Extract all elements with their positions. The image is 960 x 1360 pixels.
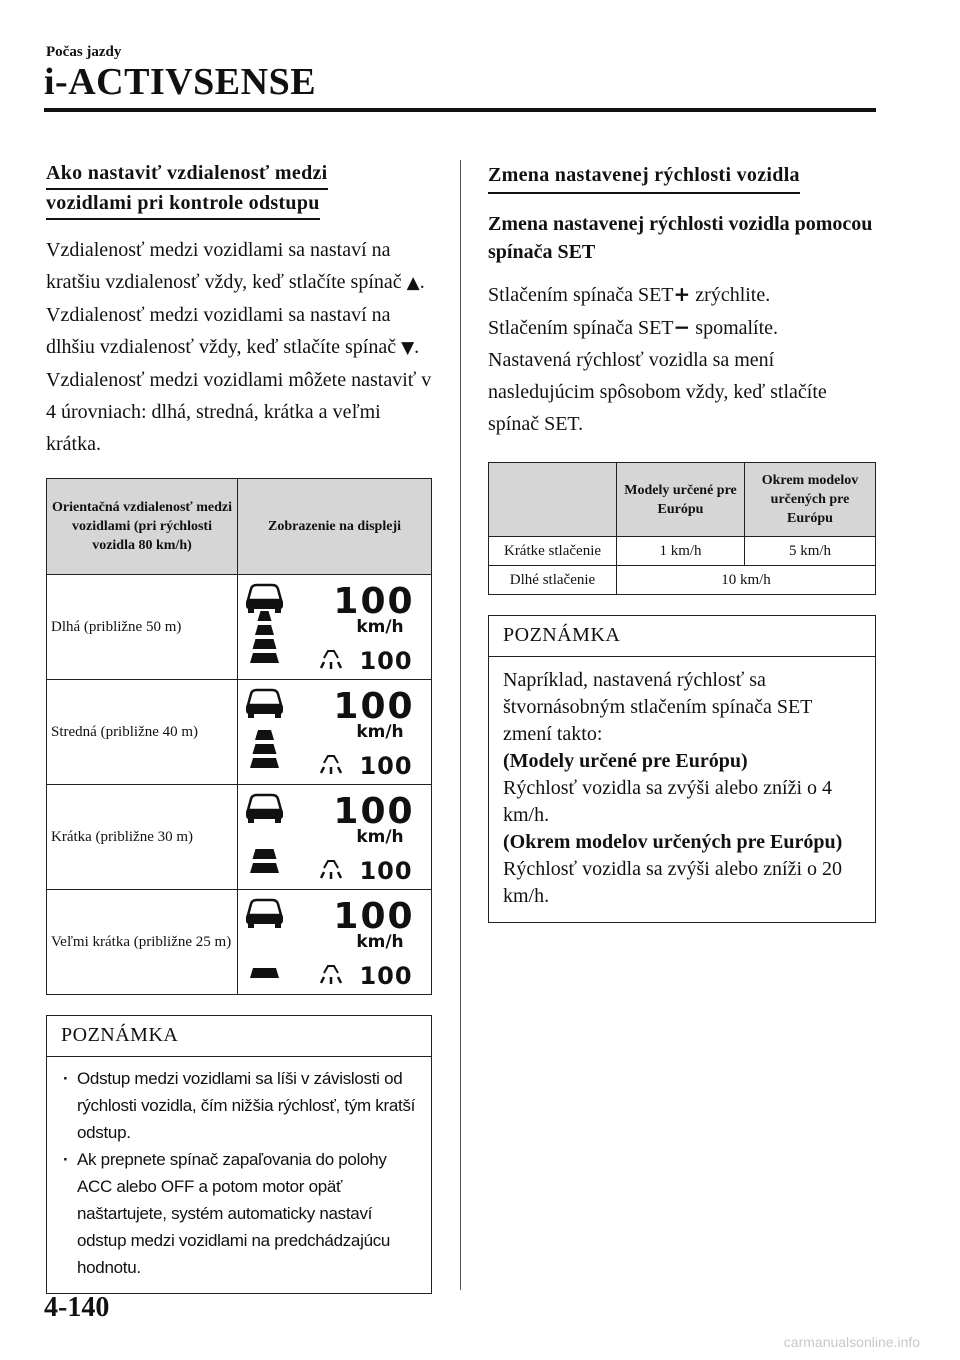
speed-unit: km/h <box>356 827 404 847</box>
header-rule <box>44 108 876 112</box>
distance-label: Krátka (približne 30 m) <box>47 785 238 890</box>
distance-bar <box>255 730 274 740</box>
table-header-eu: Modely určené pre Európu <box>617 463 745 537</box>
table-row <box>47 575 432 680</box>
car-icon <box>246 585 283 613</box>
distance-label: Veľmi krátka (približne 25 m) <box>47 890 238 995</box>
note-box <box>488 615 876 923</box>
note-text: Rýchlosť vozidla sa zvýši alebo zníži o 20 km/h. <box>503 858 843 907</box>
table-header-distance: Orientačná vzdialenosť medzi vozidlami (pri rýchlosti vozidla 80 km/h) <box>47 479 238 575</box>
set-speed-readout: 100 <box>359 857 413 885</box>
note-subheading: (Modely určené pre Európu) <box>503 750 748 772</box>
triangle-down-icon: ▼ <box>401 338 415 358</box>
speed-readout: 100 <box>333 686 415 727</box>
note-bullet: · Ak prepnete spínač zapaľovania do polohy ACC alebo OFF a potom motor opäť naštartujete, systém automaticky nastaví odstup medzi vozidlami na predchádzajúcu hodnotu. <box>61 1146 417 1281</box>
table-cell: Dlhé stlačenie <box>489 566 617 595</box>
set-speed-readout: 100 <box>359 962 413 990</box>
page-title: i-ACTIVSENSE <box>44 61 317 103</box>
column-divider <box>460 160 461 1290</box>
distance-bar <box>250 758 279 768</box>
speed-unit: km/h <box>356 617 404 637</box>
table-row <box>47 890 432 995</box>
display-graphic <box>238 785 431 889</box>
distance-label: Dlhá (približne 50 m) <box>47 575 238 680</box>
note-bullet: · Odstup medzi vozidlami sa líši v závislosti od rýchlosti vozidla, čím nižšia rýchlosť, tým kratší odstup. <box>61 1065 417 1146</box>
display-cell <box>238 575 432 680</box>
display-graphic <box>238 680 431 784</box>
section-label: Počas jazdy <box>46 44 122 60</box>
table-row <box>489 537 876 566</box>
display-cell <box>238 785 432 890</box>
table-row <box>489 566 876 595</box>
cruise-icon <box>321 651 341 669</box>
cruise-icon <box>321 861 341 879</box>
table-cell: 10 km/h <box>617 566 876 595</box>
distance-bar <box>258 611 272 621</box>
distance-bar <box>253 849 277 859</box>
speed-unit: km/h <box>356 932 404 952</box>
table-cell: Krátke stlačenie <box>489 537 617 566</box>
note-body <box>489 657 875 922</box>
distance-paragraph: Vzdialenosť medzi vozidlami sa nastaví na kratšiu vzdialenosť vždy, keď stlačíte spínač ▲. Vzdialenosť medzi vozidlami sa nastaví na dlhšiu vzdialenosť vždy, keď stlačíte spínač ▼. Vzdialenosť medzi vozidlami môžete nastaviť v 4 úrovniach: dlhá, stredná, krátka a veľmi krátka. <box>46 239 432 455</box>
distance-label: Stredná (približne 40 m) <box>47 680 238 785</box>
watermark: carmanualsonline.info <box>783 1334 920 1350</box>
speed-readout: 100 <box>333 581 415 622</box>
set-speed-heading: Zmena nastavenej rýchlosti vozidla <box>488 162 876 194</box>
note-text: Rýchlosť vozidla sa zvýši alebo zníži o 4 km/h. <box>503 777 833 826</box>
distance-bar <box>253 744 277 754</box>
page-number: 4-140 <box>44 1292 110 1323</box>
note-title: POZNÁMKA <box>489 616 875 657</box>
table-header-row <box>47 479 432 575</box>
speed-table <box>488 462 876 595</box>
note-subheading: (Okrem modelov určených pre Európu) <box>503 831 843 853</box>
distance-bar <box>255 625 274 635</box>
set-speed-readout: 100 <box>359 752 413 780</box>
car-icon <box>246 795 283 823</box>
cruise-icon <box>321 966 341 984</box>
note-box <box>46 1015 432 1294</box>
note-text: Napríklad, nastavená rýchlosť sa štvornásobným stlačením spínača SET zmení takto: <box>503 669 813 745</box>
speed-unit: km/h <box>356 722 404 742</box>
car-icon <box>246 690 283 718</box>
distance-table <box>46 478 432 995</box>
distance-bar <box>250 653 279 663</box>
set-speed-readout: 100 <box>359 647 413 675</box>
minus-icon: − <box>673 315 691 339</box>
right-column <box>488 160 876 923</box>
table-header-row <box>489 463 876 537</box>
cruise-icon <box>321 756 341 774</box>
table-header-non-eu: Okrem modelov určených pre Európu <box>745 463 876 537</box>
display-cell <box>238 890 432 995</box>
table-row <box>47 680 432 785</box>
set-speed-subheading: Zmena nastavenej rýchlosti vozidla pomocou spínača SET <box>488 213 873 263</box>
distance-bar <box>250 863 279 873</box>
distance-bar <box>250 968 279 978</box>
note-body <box>47 1057 431 1293</box>
display-graphic <box>238 890 431 994</box>
table-cell: 1 km/h <box>617 537 745 566</box>
plus-icon: + <box>673 282 691 306</box>
display-graphic <box>238 575 431 679</box>
speed-readout: 100 <box>333 896 415 937</box>
table-cell: 5 km/h <box>745 537 876 566</box>
table-header-display: Zobrazenie na displeji <box>238 479 432 575</box>
distance-heading: Ako nastaviť vzdialenosť medzi vozidlami pri kontrole odstupu <box>46 160 432 220</box>
note-title: POZNÁMKA <box>47 1016 431 1057</box>
set-speed-paragraph: Stlačením spínača SET+ zrýchlite. Stlačením spínača SET− spomalíte. Nastavená rýchlosť vozidla sa mení nasledujúcim spôsobom vždy, keď stlačíte spínač SET. <box>488 282 827 435</box>
left-column <box>46 160 432 1294</box>
table-header-empty <box>489 463 617 537</box>
table-row <box>47 785 432 890</box>
display-cell <box>238 680 432 785</box>
speed-readout: 100 <box>333 791 415 832</box>
car-icon <box>246 900 283 928</box>
distance-bar <box>253 639 277 649</box>
triangle-up-icon: ▲ <box>406 273 420 293</box>
